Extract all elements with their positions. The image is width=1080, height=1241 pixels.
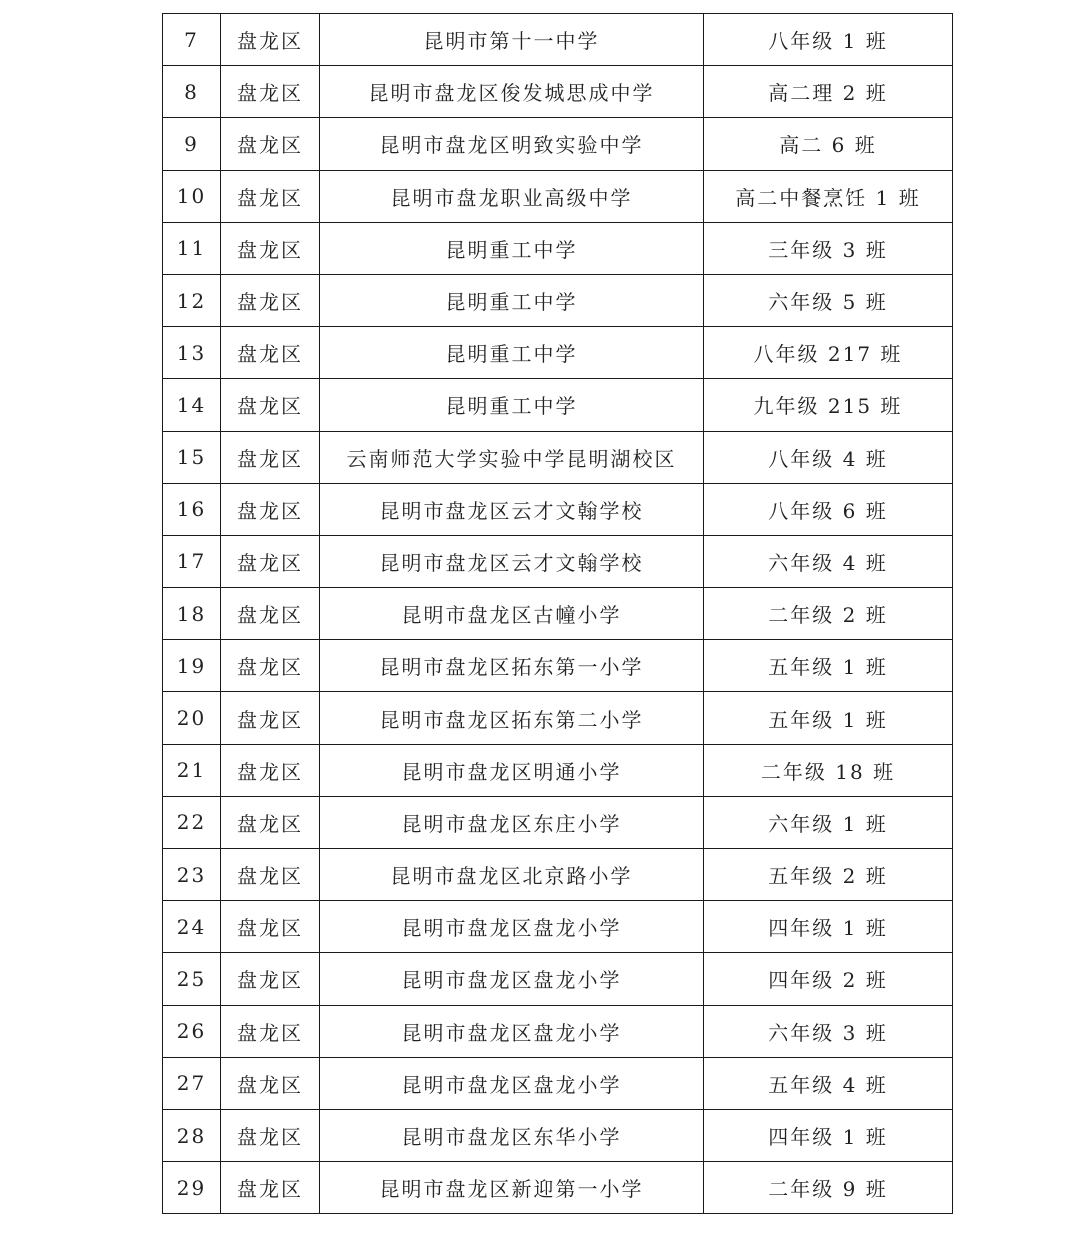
table-row: [163, 1162, 953, 1214]
table-row: [163, 901, 953, 953]
district-cell: 盘龙区: [221, 379, 320, 431]
class-cell: 五年级 1 班: [704, 640, 953, 692]
school-cell: 昆明市盘龙区盘龙小学: [320, 1057, 704, 1109]
row-number: 22: [163, 796, 221, 848]
table-row: [163, 483, 953, 535]
table-row: [163, 744, 953, 796]
school-cell: 昆明重工中学: [320, 379, 704, 431]
class-cell: 六年级 4 班: [704, 535, 953, 587]
district-cell: 盘龙区: [221, 1162, 320, 1214]
school-cell: 昆明市盘龙区云才文翰学校: [320, 483, 704, 535]
district-cell: 盘龙区: [221, 901, 320, 953]
district-cell: 盘龙区: [221, 1057, 320, 1109]
class-cell: 二年级 2 班: [704, 588, 953, 640]
table-row: [163, 849, 953, 901]
class-cell: 二年级 9 班: [704, 1162, 953, 1214]
class-cell: 六年级 3 班: [704, 1005, 953, 1057]
class-cell: 八年级 6 班: [704, 483, 953, 535]
row-number: 14: [163, 379, 221, 431]
school-cell: 昆明市盘龙区东华小学: [320, 1109, 704, 1161]
row-number: 19: [163, 640, 221, 692]
row-number: 24: [163, 901, 221, 953]
school-cell: 昆明市第十一中学: [320, 14, 704, 66]
class-cell: 九年级 215 班: [704, 379, 953, 431]
school-cell: 昆明市盘龙区新迎第一小学: [320, 1162, 704, 1214]
district-cell: 盘龙区: [221, 431, 320, 483]
row-number: 29: [163, 1162, 221, 1214]
school-class-table: [162, 13, 953, 1214]
school-cell: 昆明市盘龙区盘龙小学: [320, 953, 704, 1005]
table-row: [163, 588, 953, 640]
class-cell: 二年级 18 班: [704, 744, 953, 796]
table-row: [163, 1057, 953, 1109]
table-row: [163, 14, 953, 66]
row-number: 23: [163, 849, 221, 901]
district-cell: 盘龙区: [221, 483, 320, 535]
class-cell: 六年级 1 班: [704, 796, 953, 848]
district-cell: 盘龙区: [221, 170, 320, 222]
school-cell: 昆明重工中学: [320, 222, 704, 274]
class-cell: 八年级 1 班: [704, 14, 953, 66]
table-row: [163, 118, 953, 170]
row-number: 26: [163, 1005, 221, 1057]
school-cell: 昆明市盘龙区云才文翰学校: [320, 535, 704, 587]
table-row: [163, 640, 953, 692]
table-row: [163, 327, 953, 379]
table-row: [163, 379, 953, 431]
row-number: 12: [163, 274, 221, 326]
class-cell: 八年级 4 班: [704, 431, 953, 483]
district-cell: 盘龙区: [221, 953, 320, 1005]
district-cell: 盘龙区: [221, 1005, 320, 1057]
class-cell: 高二 6 班: [704, 118, 953, 170]
row-number: 7: [163, 14, 221, 66]
table-row: [163, 170, 953, 222]
school-cell: 昆明市盘龙区拓东第一小学: [320, 640, 704, 692]
class-cell: 五年级 4 班: [704, 1057, 953, 1109]
row-number: 9: [163, 118, 221, 170]
table-row: [163, 692, 953, 744]
class-cell: 四年级 1 班: [704, 1109, 953, 1161]
class-cell: 三年级 3 班: [704, 222, 953, 274]
row-number: 11: [163, 222, 221, 274]
district-cell: 盘龙区: [221, 222, 320, 274]
district-cell: 盘龙区: [221, 327, 320, 379]
table-row: [163, 274, 953, 326]
district-cell: 盘龙区: [221, 849, 320, 901]
row-number: 15: [163, 431, 221, 483]
class-cell: 五年级 2 班: [704, 849, 953, 901]
district-cell: 盘龙区: [221, 14, 320, 66]
school-cell: 昆明市盘龙区明致实验中学: [320, 118, 704, 170]
school-cell: 昆明市盘龙区古幢小学: [320, 588, 704, 640]
district-cell: 盘龙区: [221, 535, 320, 587]
district-cell: 盘龙区: [221, 640, 320, 692]
table-row: [163, 535, 953, 587]
table-row: [163, 953, 953, 1005]
row-number: 10: [163, 170, 221, 222]
class-cell: 高二中餐烹饪 1 班: [704, 170, 953, 222]
school-cell: 昆明市盘龙区盘龙小学: [320, 901, 704, 953]
row-number: 27: [163, 1057, 221, 1109]
row-number: 8: [163, 66, 221, 118]
class-cell: 高二理 2 班: [704, 66, 953, 118]
class-cell: 六年级 5 班: [704, 274, 953, 326]
class-cell: 四年级 1 班: [704, 901, 953, 953]
table-row: [163, 66, 953, 118]
table-row: [163, 222, 953, 274]
class-cell: 五年级 1 班: [704, 692, 953, 744]
school-cell: 昆明市盘龙区北京路小学: [320, 849, 704, 901]
school-cell: 昆明市盘龙区拓东第二小学: [320, 692, 704, 744]
school-cell: 昆明市盘龙区盘龙小学: [320, 1005, 704, 1057]
district-cell: 盘龙区: [221, 588, 320, 640]
table-row: [163, 431, 953, 483]
table-row: [163, 1005, 953, 1057]
class-cell: 四年级 2 班: [704, 953, 953, 1005]
district-cell: 盘龙区: [221, 118, 320, 170]
table-row: [163, 796, 953, 848]
school-cell: 昆明市盘龙区明通小学: [320, 744, 704, 796]
district-cell: 盘龙区: [221, 274, 320, 326]
row-number: 17: [163, 535, 221, 587]
district-cell: 盘龙区: [221, 66, 320, 118]
school-cell: 昆明重工中学: [320, 327, 704, 379]
school-cell: 昆明市盘龙区俊发城思成中学: [320, 66, 704, 118]
row-number: 21: [163, 744, 221, 796]
district-cell: 盘龙区: [221, 1109, 320, 1161]
district-cell: 盘龙区: [221, 796, 320, 848]
row-number: 13: [163, 327, 221, 379]
row-number: 25: [163, 953, 221, 1005]
district-cell: 盘龙区: [221, 744, 320, 796]
district-cell: 盘龙区: [221, 692, 320, 744]
class-cell: 八年级 217 班: [704, 327, 953, 379]
row-number: 16: [163, 483, 221, 535]
row-number: 18: [163, 588, 221, 640]
school-cell: 昆明重工中学: [320, 274, 704, 326]
row-number: 20: [163, 692, 221, 744]
row-number: 28: [163, 1109, 221, 1161]
table-row: [163, 1109, 953, 1161]
table-body: [163, 14, 953, 1214]
school-cell: 昆明市盘龙职业高级中学: [320, 170, 704, 222]
school-cell: 云南师范大学实验中学昆明湖校区: [320, 431, 704, 483]
school-cell: 昆明市盘龙区东庄小学: [320, 796, 704, 848]
